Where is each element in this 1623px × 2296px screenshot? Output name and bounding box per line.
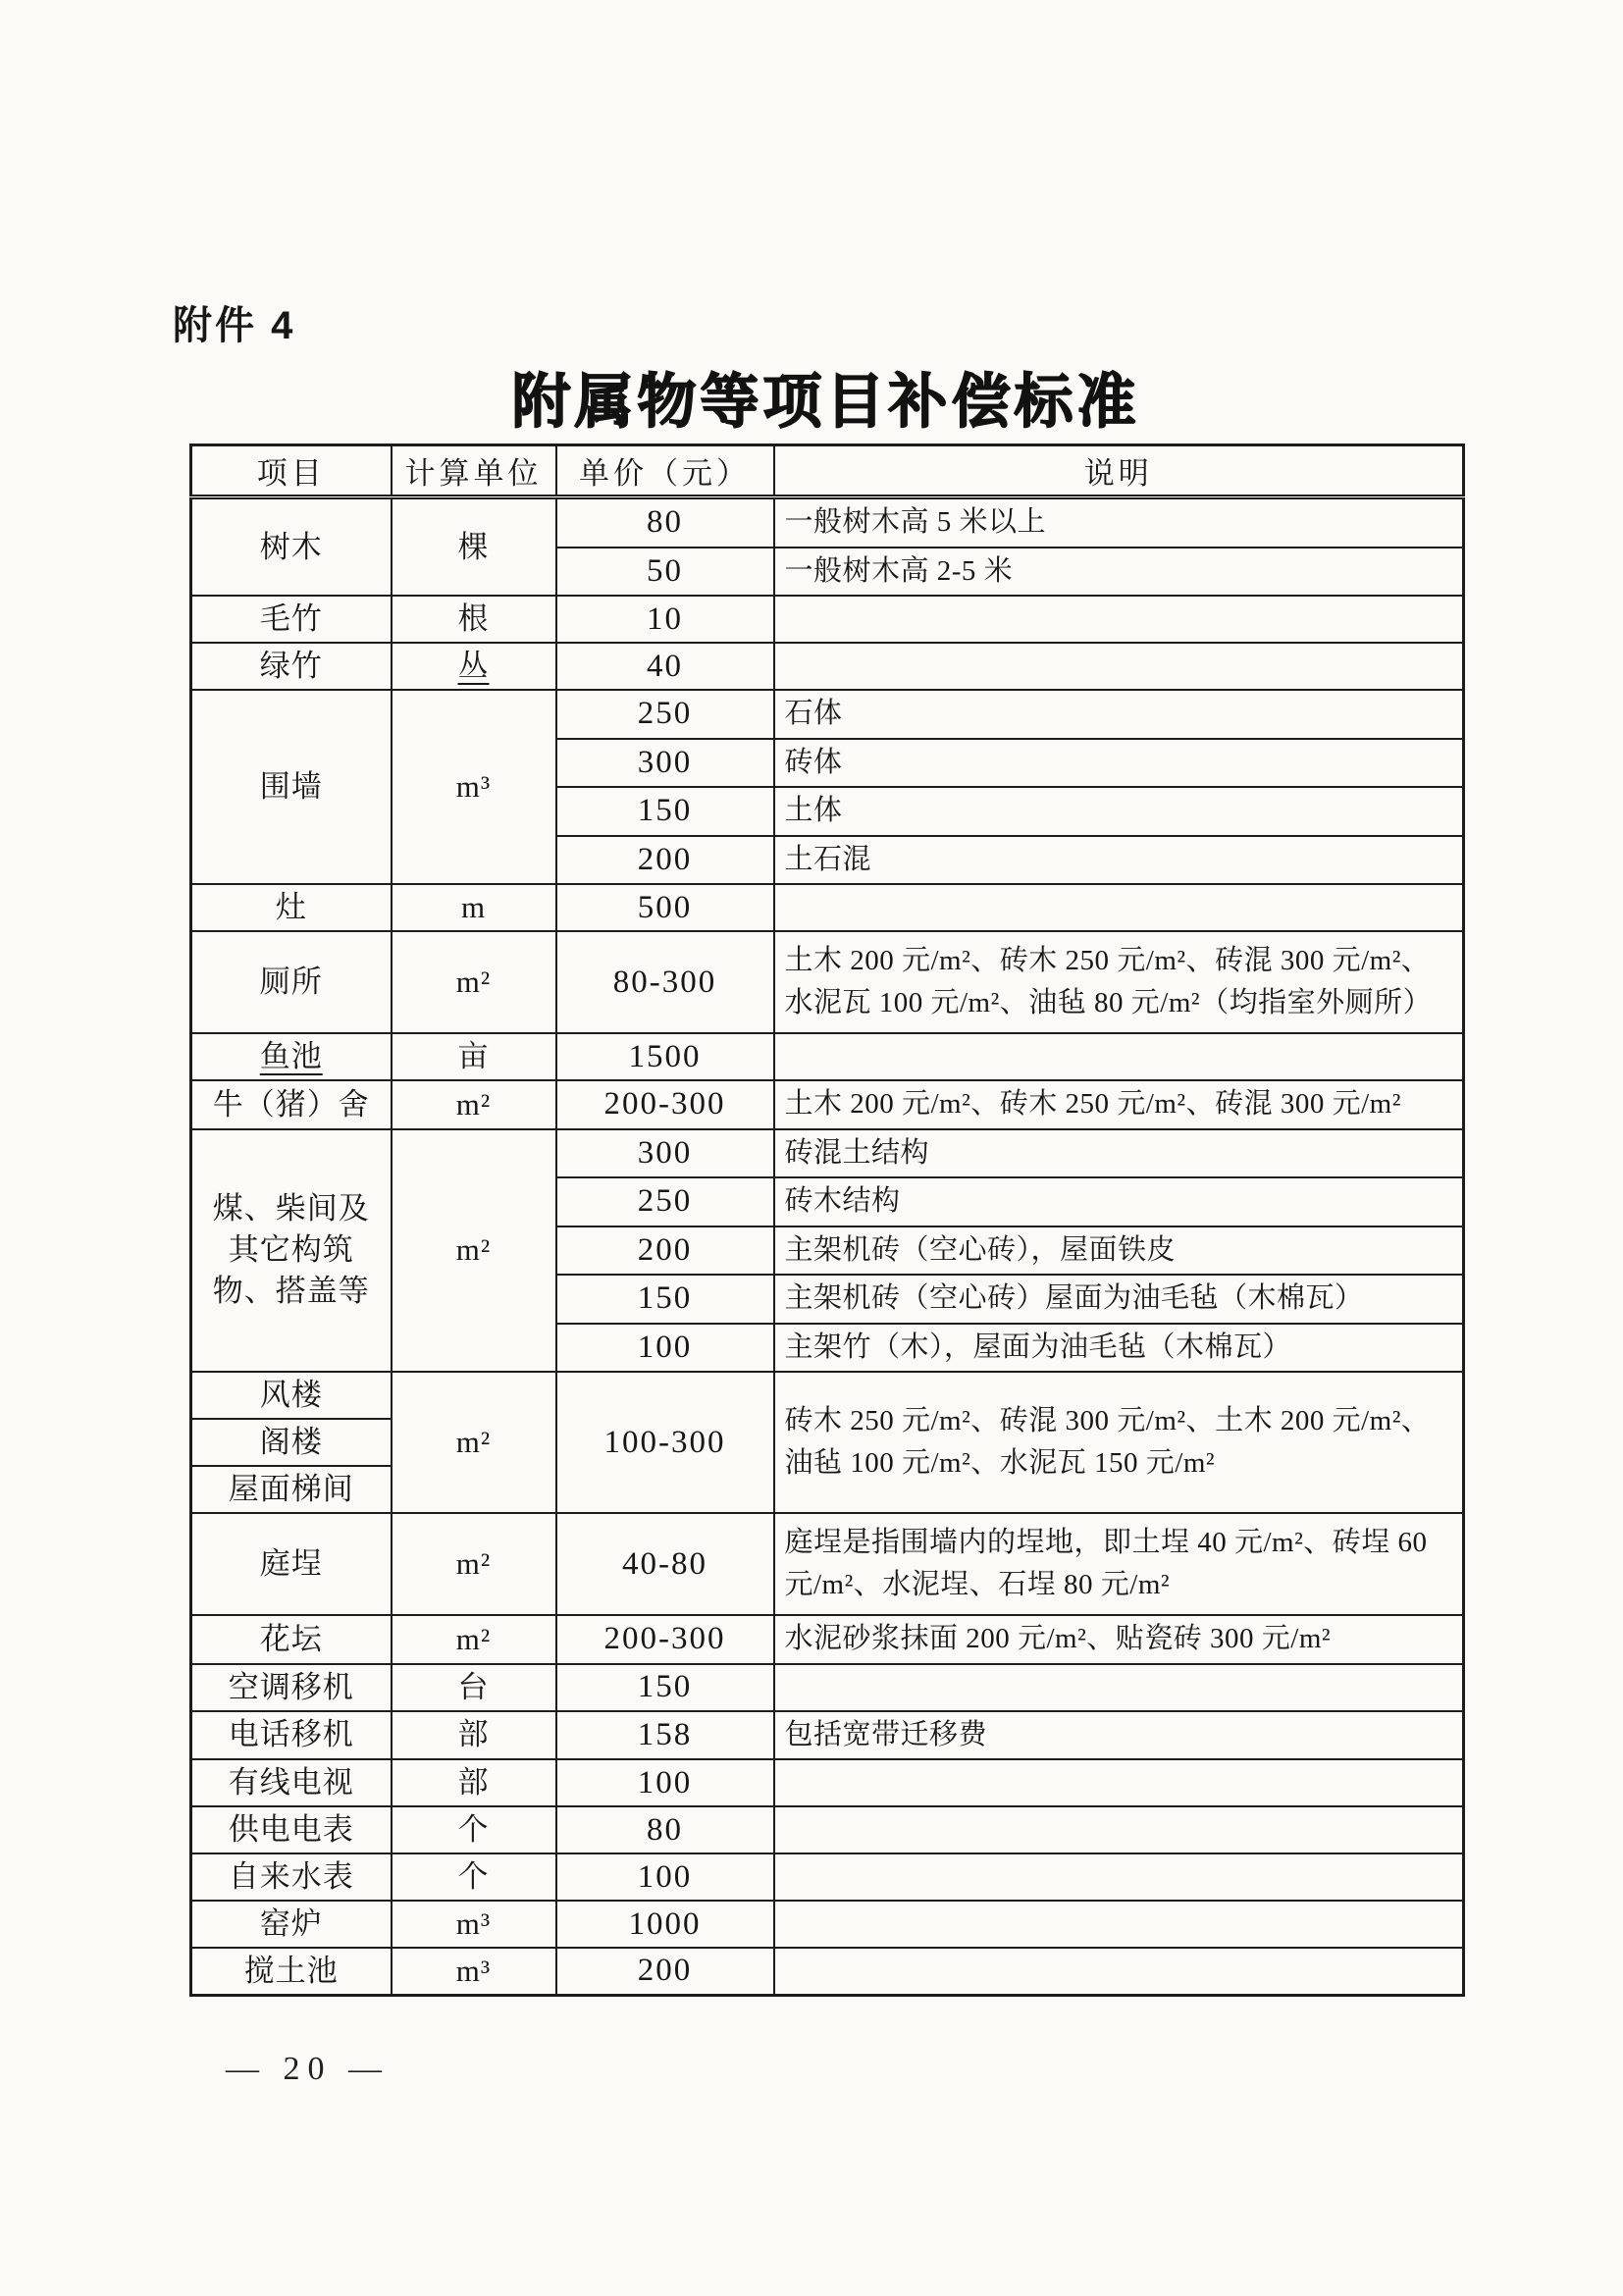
cell-price: 150 xyxy=(556,1664,774,1711)
cell-price: 158 xyxy=(556,1711,774,1760)
cell-unit: m³ xyxy=(392,690,556,884)
cell-price: 10 xyxy=(556,596,774,643)
cell-desc xyxy=(774,643,1464,690)
table-row xyxy=(191,931,1464,1033)
cell-desc xyxy=(774,884,1464,931)
cell-unit: m² xyxy=(392,1080,556,1129)
cell-price: 80-300 xyxy=(556,931,774,1033)
table-row xyxy=(191,643,1464,690)
cell-desc xyxy=(774,1806,1464,1853)
cell-desc xyxy=(774,1033,1464,1080)
attachment-label: 附件 4 xyxy=(173,304,296,347)
cell-price: 200 xyxy=(556,836,774,885)
table-row xyxy=(191,1901,1464,1948)
cell-desc xyxy=(774,1664,1464,1711)
table-row xyxy=(191,1615,1464,1664)
cell-desc: 主架机砖（空心砖）屋面为油毛毡（木棉瓦） xyxy=(774,1275,1464,1324)
cell-item: 围墙 xyxy=(191,690,392,884)
cell-desc: 一般树木高 2-5 米 xyxy=(774,548,1464,597)
cell-price: 1000 xyxy=(556,1901,774,1948)
cell-unit: m² xyxy=(392,1372,556,1513)
cell-price: 50 xyxy=(556,548,774,597)
cell-desc: 砖木 250 元/m²、砖混 300 元/m²、土木 200 元/m²、油毡 100 元/m²、水泥瓦 150 元/m² xyxy=(774,1372,1464,1513)
cell-price: 500 xyxy=(556,884,774,931)
table-row xyxy=(191,1759,1464,1806)
cell-unit: 丛 xyxy=(392,643,556,690)
cell-desc: 土木 200 元/m²、砖木 250 元/m²、砖混 300 元/m²、水泥瓦 100 元/m²、油毡 80 元/m²（均指室外厕所） xyxy=(774,931,1464,1033)
cell-item: 屋面梯间 xyxy=(191,1466,392,1513)
cell-unit: m² xyxy=(392,1513,556,1615)
cell-item: 风楼 xyxy=(191,1372,392,1419)
cell-item: 供电电表 xyxy=(191,1806,392,1853)
cell-price: 200-300 xyxy=(556,1080,774,1129)
cell-desc xyxy=(774,1853,1464,1901)
table-row xyxy=(191,1806,1464,1853)
cell-unit: m² xyxy=(392,1615,556,1664)
cell-price: 300 xyxy=(556,739,774,788)
cell-desc xyxy=(774,1901,1464,1948)
cell-unit: m³ xyxy=(392,1901,556,1948)
table-row xyxy=(191,1033,1464,1080)
cell-price: 200 xyxy=(556,1948,774,1995)
cell-item: 树木 xyxy=(191,497,392,597)
cell-desc xyxy=(774,1759,1464,1806)
cell-item: 自来水表 xyxy=(191,1853,392,1901)
page-number: — 20 — xyxy=(226,2051,390,2087)
cell-price: 100-300 xyxy=(556,1372,774,1513)
cell-desc: 砖木结构 xyxy=(774,1177,1464,1226)
header-cell-price: 单价（元） xyxy=(556,445,774,497)
cell-desc: 主架竹（木），屋面为油毛毡（木棉瓦） xyxy=(774,1324,1464,1373)
table-body xyxy=(191,497,1464,1996)
cell-unit: m² xyxy=(392,931,556,1033)
header-cell-item: 项目 xyxy=(191,445,392,497)
cell-price: 250 xyxy=(556,690,774,739)
cell-item: 阁楼 xyxy=(191,1419,392,1466)
cell-item: 灶 xyxy=(191,884,392,931)
cell-desc: 土石混 xyxy=(774,836,1464,885)
cell-unit: 部 xyxy=(392,1759,556,1806)
table-row xyxy=(191,1853,1464,1901)
document-title: 附属物等项目补偿标准 xyxy=(511,369,1140,435)
cell-item: 有线电视 xyxy=(191,1759,392,1806)
cell-desc: 一般树木高 5 米以上 xyxy=(774,497,1464,548)
table-row xyxy=(191,596,1464,643)
table-row xyxy=(191,1948,1464,1995)
cell-unit: 亩 xyxy=(392,1033,556,1080)
cell-unit: m² xyxy=(392,1129,556,1373)
cell-item: 搅土池 xyxy=(191,1948,392,1995)
table-row xyxy=(191,690,1464,739)
header-cell-unit: 计算单位 xyxy=(392,445,556,497)
cell-desc xyxy=(774,1948,1464,1995)
cell-unit: 根 xyxy=(392,596,556,643)
cell-item: 鱼池 xyxy=(191,1033,392,1080)
table-header-row xyxy=(191,445,1464,497)
cell-price: 200-300 xyxy=(556,1615,774,1664)
cell-item: 窑炉 xyxy=(191,1901,392,1948)
table-row xyxy=(191,1129,1464,1178)
cell-desc: 包括宽带迁移费 xyxy=(774,1711,1464,1760)
cell-desc xyxy=(774,596,1464,643)
cell-unit: 个 xyxy=(392,1806,556,1853)
cell-desc: 水泥砂浆抹面 200 元/m²、贴瓷砖 300 元/m² xyxy=(774,1615,1464,1664)
cell-price: 80 xyxy=(556,1806,774,1853)
cell-unit: 棵 xyxy=(392,497,556,597)
cell-item: 厕所 xyxy=(191,931,392,1033)
cell-unit: m xyxy=(392,884,556,931)
cell-desc: 石体 xyxy=(774,690,1464,739)
table-row xyxy=(191,1711,1464,1760)
table-row xyxy=(191,884,1464,931)
cell-unit: 个 xyxy=(392,1853,556,1901)
table-row xyxy=(191,1372,1464,1419)
cell-desc: 砖混土结构 xyxy=(774,1129,1464,1178)
cell-desc: 砖体 xyxy=(774,739,1464,788)
cell-unit: 部 xyxy=(392,1711,556,1760)
cell-desc: 土体 xyxy=(774,787,1464,836)
cell-price: 40 xyxy=(556,643,774,690)
cell-price: 200 xyxy=(556,1226,774,1276)
cell-item: 煤、柴间及其它构筑物、搭盖等 xyxy=(191,1129,392,1373)
cell-price: 100 xyxy=(556,1853,774,1901)
cell-price: 150 xyxy=(556,787,774,836)
cell-price: 250 xyxy=(556,1177,774,1226)
cell-desc: 主架机砖（空心砖），屋面铁皮 xyxy=(774,1226,1464,1276)
cell-item: 牛（猪）舍 xyxy=(191,1080,392,1129)
cell-item: 空调移机 xyxy=(191,1664,392,1711)
cell-item: 毛竹 xyxy=(191,596,392,643)
cell-unit: m³ xyxy=(392,1948,556,1995)
cell-price: 100 xyxy=(556,1324,774,1373)
cell-desc: 土木 200 元/m²、砖木 250 元/m²、砖混 300 元/m² xyxy=(774,1080,1464,1129)
compensation-table xyxy=(189,444,1465,1997)
cell-item: 花坛 xyxy=(191,1615,392,1664)
cell-price: 80 xyxy=(556,497,774,548)
table-row xyxy=(191,1664,1464,1711)
cell-item: 电话移机 xyxy=(191,1711,392,1760)
cell-price: 150 xyxy=(556,1275,774,1324)
cell-price: 1500 xyxy=(556,1033,774,1080)
cell-item: 庭埕 xyxy=(191,1513,392,1615)
table-row xyxy=(191,1513,1464,1615)
header-cell-desc: 说明 xyxy=(774,445,1464,497)
cell-desc: 庭埕是指围墙内的埕地，即土埕 40 元/m²、砖埕 60 元/m²、水泥埕、石埕 80 元/m² xyxy=(774,1513,1464,1615)
cell-price: 100 xyxy=(556,1759,774,1806)
cell-price: 40-80 xyxy=(556,1513,774,1615)
cell-price: 300 xyxy=(556,1129,774,1178)
cell-unit: 台 xyxy=(392,1664,556,1711)
table-row xyxy=(191,1080,1464,1129)
table-row xyxy=(191,497,1464,548)
cell-item: 绿竹 xyxy=(191,643,392,690)
